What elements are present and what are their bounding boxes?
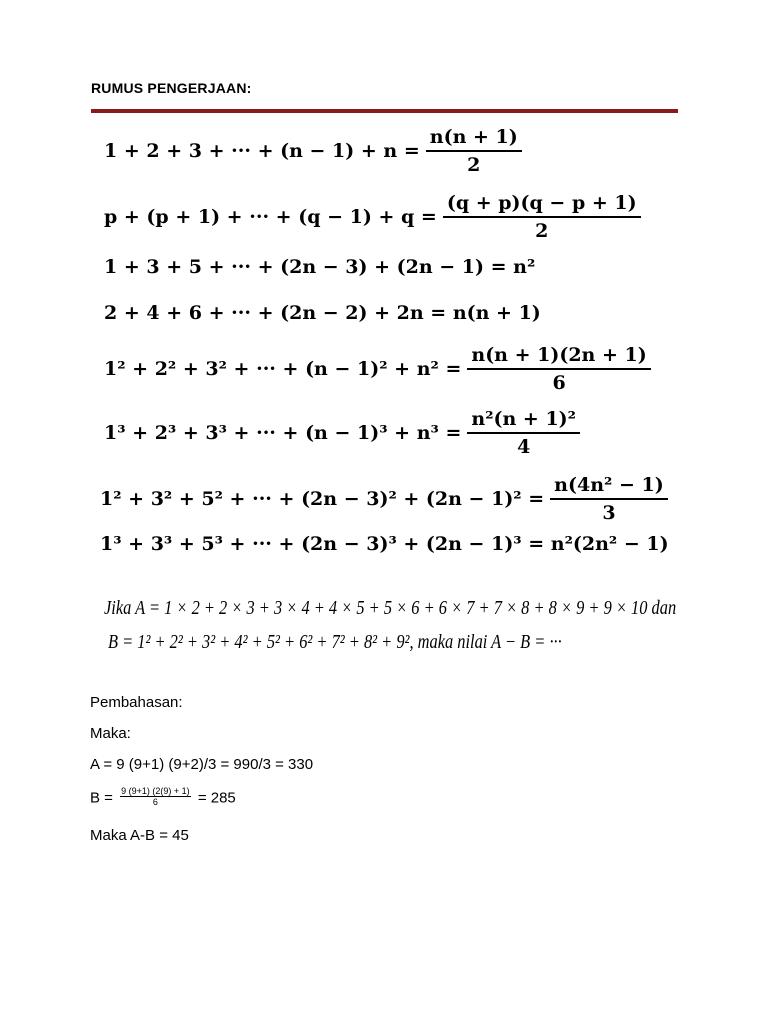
formula-sum-even (104, 302, 541, 324)
solution-title: Pembahasan: (90, 694, 183, 711)
fraction-denominator: 2 (467, 154, 481, 176)
formula-fraction (467, 408, 580, 458)
b-fraction-numerator: 9 (9+1) (2(9) + 1) (121, 786, 190, 796)
solution-maka: Maka: (90, 725, 131, 742)
formula-sum-odd-squares (100, 474, 668, 524)
fraction-numerator: n²(n + 1)² (467, 408, 580, 434)
formula-sum-squares (104, 344, 651, 394)
solution-b-line (90, 788, 236, 809)
formula-sum-odd-cubes (100, 533, 669, 555)
solution-a-line: A = 9 (9+1) (9+2)/3 = 990/3 = 330 (90, 756, 314, 773)
formula-lhs: 1² + 2² + 3² + ··· + (n − 1)² + n² = (104, 358, 462, 380)
formula-lhs: 1 + 2 + 3 + ··· + (n − 1) + n = (104, 140, 420, 162)
problem-line-2: B = 1² + 2² + 3² + 4² + 5² + 6² + 7² + 8² + 9², maka nilai A − B = ··· (108, 631, 562, 653)
fraction-denominator: 6 (552, 372, 566, 394)
formula-sum-cubes (104, 408, 580, 458)
formula-text: 1³ + 3³ + 5³ + ··· + (2n − 3)³ + (2n − 1)³ = n²(2n² − 1) (100, 533, 669, 555)
formula-sum-natural (104, 126, 522, 176)
formula-sum-odd (104, 256, 535, 278)
solution-result: Maka A-B = 45 (90, 827, 189, 844)
b-suffix: = 285 (197, 789, 236, 807)
formula-lhs: 1³ + 2³ + 3³ + ··· + (n − 1)³ + n³ = (104, 422, 462, 444)
fraction-numerator: n(4n² − 1) (550, 474, 668, 500)
formula-text: 1 + 3 + 5 + ··· + (2n − 3) + (2n − 1) = n² (104, 256, 536, 278)
fraction-numerator: n(n + 1)(2n + 1) (467, 344, 650, 370)
formula-text: 2 + 4 + 6 + ··· + (2n − 2) + 2n = n(n + 1) (104, 302, 541, 324)
b-prefix: B = (90, 789, 113, 807)
problem-line-1: Jika A = 1 × 2 + 2 × 3 + 3 × 4 + 4 × 5 + 5 × 6 + 6 × 7 + 7 × 8 + 8 × 9 + 9 × 10 dan (104, 597, 677, 619)
fraction-numerator: n(n + 1) (426, 126, 522, 152)
formula-lhs: 1² + 3² + 5² + ··· + (2n − 3)² + (2n − 1)² = (100, 488, 545, 510)
fraction-denominator: 2 (535, 220, 549, 242)
formula-fraction (426, 126, 522, 176)
fraction-numerator: (q + p)(q − p + 1) (443, 192, 641, 218)
formula-lhs: p + (p + 1) + ··· + (q − 1) + q = (104, 206, 437, 228)
formula-fraction (550, 474, 668, 524)
b-fraction (120, 786, 191, 807)
formula-fraction (467, 344, 650, 394)
formula-sum-range (104, 192, 641, 242)
fraction-denominator: 3 (602, 502, 616, 524)
fraction-denominator: 4 (517, 436, 531, 458)
b-fraction-denominator: 6 (152, 797, 158, 807)
page-heading: RUMUS PENGERJAAN: (91, 80, 252, 96)
formula-fraction (443, 192, 641, 242)
